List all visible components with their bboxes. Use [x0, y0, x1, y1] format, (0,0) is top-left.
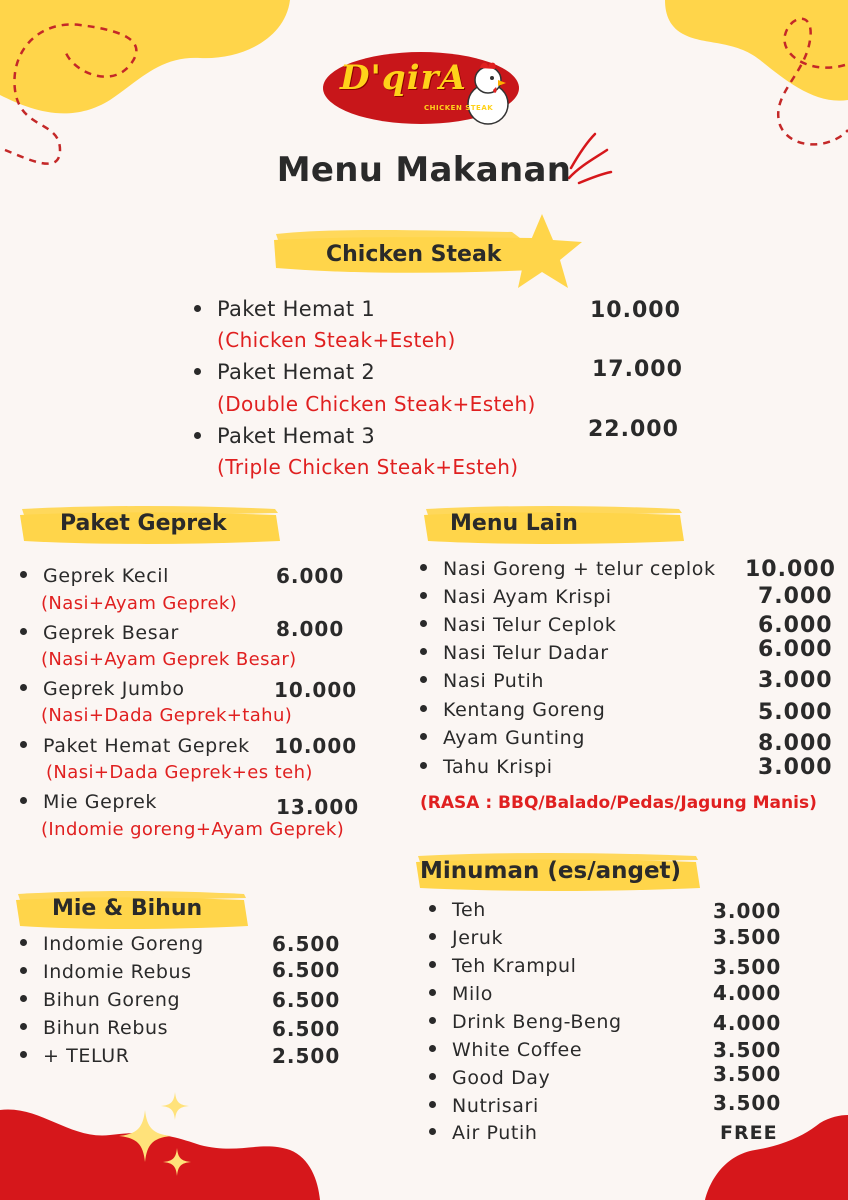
- list-item: Nasi Goreng + telur ceplok: [420, 558, 716, 580]
- brand-logo: [322, 48, 520, 124]
- page-title: Menu Makanan: [276, 150, 572, 190]
- list-item: Paket Hemat 1: [194, 297, 375, 321]
- item-price: 4.000: [713, 1011, 782, 1035]
- item-price: 22.000: [588, 417, 679, 442]
- item-price: 10.000: [590, 298, 681, 323]
- list-item: Geprek Kecil: [20, 565, 169, 587]
- item-price: 3.500: [713, 1038, 782, 1062]
- item-price: 10.000: [274, 734, 358, 758]
- item-price: 6.000: [758, 637, 833, 662]
- item-price: FREE: [720, 1122, 778, 1144]
- item-price: 3.500: [713, 1091, 782, 1115]
- list-item: Nutrisari: [429, 1095, 539, 1117]
- item-price: 7.000: [758, 584, 833, 609]
- item-price: 3.500: [713, 1062, 782, 1086]
- list-item: White Coffee: [429, 1039, 582, 1061]
- list-item: Geprek Besar: [20, 622, 179, 644]
- item-description: (Nasi+Ayam Geprek Besar): [41, 649, 297, 670]
- item-price: 10.000: [274, 678, 358, 702]
- bullet-icon: [429, 905, 436, 912]
- item-price: 6.500: [272, 1017, 341, 1041]
- item-price: 3.000: [758, 668, 833, 693]
- list-item: Indomie Rebus: [20, 961, 192, 983]
- list-item: Nasi Ayam Krispi: [420, 586, 612, 608]
- list-item: Bihun Rebus: [20, 1017, 168, 1039]
- section-title-menu-lain: Menu Lain: [450, 511, 578, 536]
- bullet-icon: [420, 762, 427, 769]
- bullet-icon: [429, 933, 436, 940]
- bullet-icon: [429, 1017, 436, 1024]
- top-left-dashed-swirl: [0, 10, 160, 170]
- bullet-icon: [20, 1023, 27, 1030]
- item-price: 17.000: [592, 357, 683, 382]
- bullet-icon: [20, 684, 27, 691]
- chicken-mascot-icon: [460, 60, 516, 126]
- bullet-icon: [20, 939, 27, 946]
- bullet-icon: [429, 1128, 436, 1135]
- bullet-icon: [429, 989, 436, 996]
- item-price: 6.500: [272, 932, 341, 956]
- list-item: Teh Krampul: [429, 955, 577, 977]
- list-item: Drink Beng-Beng: [429, 1011, 622, 1033]
- bullet-icon: [420, 592, 427, 599]
- list-item: Paket Hemat 3: [194, 424, 375, 448]
- bullet-icon: [20, 967, 27, 974]
- item-price: 6.000: [276, 564, 345, 588]
- bullet-icon: [420, 676, 427, 683]
- brand-name: D'qirA: [340, 58, 467, 98]
- section-title-mie-bihun: Mie & Bihun: [52, 896, 203, 921]
- bullet-icon: [420, 705, 427, 712]
- bullet-icon: [429, 1073, 436, 1080]
- item-price: 3.500: [713, 955, 782, 979]
- sparkle-icon: [115, 1090, 195, 1185]
- item-price: 5.000: [758, 700, 833, 725]
- item-description: (Indomie goreng+Ayam Geprek): [41, 819, 345, 840]
- list-item: Ayam Gunting: [420, 727, 585, 749]
- item-price: 6.000: [758, 613, 833, 638]
- item-price: 3.000: [713, 899, 782, 923]
- list-item: Nasi Putih: [420, 670, 544, 692]
- item-price: 6.500: [272, 988, 341, 1012]
- list-item: Tahu Krispi: [420, 756, 553, 778]
- list-item: Kentang Goreng: [420, 699, 605, 721]
- bullet-icon: [20, 797, 27, 804]
- bullet-icon: [20, 995, 27, 1002]
- list-item: Paket Hemat 2: [194, 360, 375, 384]
- bullet-icon: [420, 733, 427, 740]
- item-price: 8.000: [758, 731, 833, 756]
- item-price: 10.000: [745, 557, 836, 582]
- top-right-dashed-swirl: [740, 5, 848, 155]
- list-item: Indomie Goreng: [20, 933, 204, 955]
- item-description: (Nasi+Dada Geprek+es teh): [46, 762, 313, 783]
- brand-tagline: CHICKEN STEAK: [424, 104, 494, 112]
- list-item: Milo: [429, 983, 493, 1005]
- bullet-icon: [20, 571, 27, 578]
- bullet-icon: [420, 620, 427, 627]
- list-item: Mie Geprek: [20, 791, 157, 813]
- list-item: Jeruk: [429, 927, 503, 949]
- bullet-icon: [20, 1051, 27, 1058]
- bullet-icon: [429, 1045, 436, 1052]
- item-description: (Nasi+Ayam Geprek): [41, 593, 238, 614]
- item-price: 8.000: [276, 617, 345, 641]
- item-price: 4.000: [713, 981, 782, 1005]
- bullet-icon: [194, 432, 201, 439]
- item-description: (Double Chicken Steak+Esteh): [217, 392, 536, 416]
- item-price: 3.500: [713, 925, 782, 949]
- item-price: 13.000: [276, 795, 360, 819]
- bullet-icon: [429, 1101, 436, 1108]
- item-price: 2.500: [272, 1044, 341, 1068]
- item-price: 6.500: [272, 958, 341, 982]
- section-title-minuman: Minuman (es/anget): [420, 858, 682, 884]
- list-item: Bihun Goreng: [20, 989, 180, 1011]
- section-title-paket-geprek: Paket Geprek: [60, 511, 227, 536]
- bullet-icon: [420, 564, 427, 571]
- bullet-icon: [420, 648, 427, 655]
- item-description: (Nasi+Dada Geprek+tahu): [41, 705, 293, 726]
- list-item: + TELUR: [20, 1045, 130, 1067]
- item-description: (Chicken Steak+Esteh): [217, 328, 456, 352]
- bullet-icon: [194, 368, 201, 375]
- bullet-icon: [194, 305, 201, 312]
- bullet-icon: [20, 628, 27, 635]
- bullet-icon: [20, 741, 27, 748]
- list-item: Teh: [429, 899, 486, 921]
- flavor-note: (RASA : BBQ/Balado/Pedas/Jagung Manis): [420, 793, 817, 813]
- list-item: Nasi Telur Dadar: [420, 642, 609, 664]
- list-item: Geprek Jumbo: [20, 678, 185, 700]
- bullet-icon: [429, 961, 436, 968]
- list-item: Paket Hemat Geprek: [20, 735, 250, 757]
- item-price: 3.000: [758, 755, 833, 780]
- item-description: (Triple Chicken Steak+Esteh): [217, 455, 519, 479]
- list-item: Nasi Telur Ceplok: [420, 614, 616, 636]
- section-title-chicken-steak: Chicken Steak: [326, 242, 502, 267]
- list-item: Air Putih: [429, 1122, 537, 1144]
- list-item: Good Day: [429, 1067, 550, 1089]
